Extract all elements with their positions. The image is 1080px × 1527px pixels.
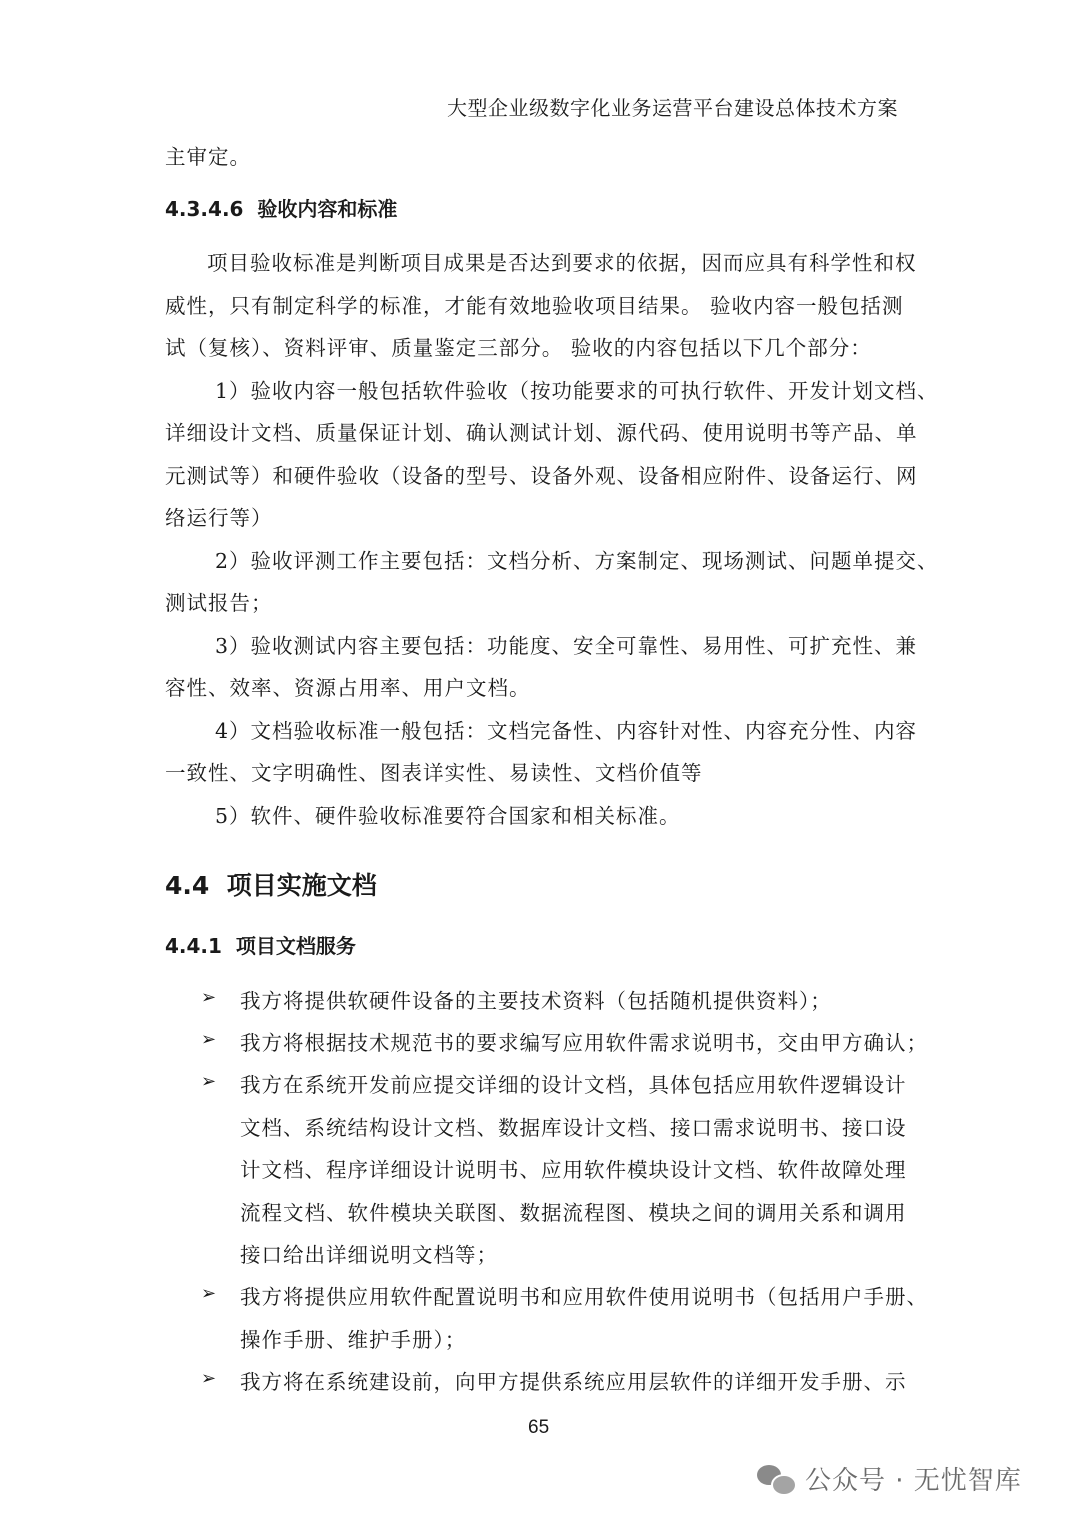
bullet-text: 文档、系统结构设计文档、数据库设计文档、接口需求说明书、接口设	[240, 1116, 907, 1140]
bullet-arrow-icon: ➢	[201, 1029, 217, 1050]
continuation-text: 主审定。	[165, 145, 251, 169]
section-number: 4.4.1	[165, 934, 222, 958]
section-number: 4.4	[165, 871, 210, 900]
bullet-arrow-icon: ➢	[201, 1071, 217, 1092]
list-item-line: 元测试等）和硬件验收（设备的型号、设备外观、设备相应附件、设备运行、网	[165, 464, 918, 488]
running-header: 大型企业级数字化业务运营平台建设总体技术方案	[447, 96, 898, 120]
watermark	[757, 1460, 1022, 1497]
bullet-text: 计文档、程序详细设计说明书、应用软件模块设计文档、软件故障处理	[240, 1158, 907, 1182]
bullet-text: 我方将提供应用软件配置说明书和应用软件使用说明书（包括用户手册、	[240, 1285, 928, 1309]
list-item-line: 测试报告；	[165, 591, 273, 615]
bullet-text: 操作手册、维护手册）；	[240, 1328, 467, 1352]
list-item-line: 4）文档验收标准一般包括：文档完备性、内容针对性、内容充分性、内容	[215, 719, 918, 743]
section-heading-4-3-4-6	[165, 193, 397, 222]
wechat-icon	[757, 1463, 795, 1495]
bullet-text: 我方将在系统建设前，向甲方提供系统应用层软件的详细开发手册、示	[240, 1370, 907, 1394]
list-item-line: 2）验收评测工作主要包括：文档分析、方案制定、现场测试、问题单提交、	[215, 549, 939, 573]
bullet-text: 我方将提供软硬件设备的主要技术资料（包括随机提供资料）；	[240, 989, 832, 1013]
list-item-line: 详细设计文档、质量保证计划、确认测试计划、源代码、使用说明书等产品、单	[165, 421, 918, 445]
list-item-line: 5）软件、硬件验收标准要符合国家和相关标准。	[215, 804, 681, 828]
bullet-arrow-icon: ➢	[201, 1368, 217, 1389]
section-title: 项目实施文档	[226, 871, 377, 900]
bullet-text: 我方在系统开发前应提交详细的设计文档，具体包括应用软件逻辑设计	[240, 1073, 907, 1097]
list-item-line: 容性、效率、资源占用率、用户文档。	[165, 676, 531, 700]
bullet-text: 流程文档、软件模块关联图、数据流程图、模块之间的调用关系和调用	[240, 1201, 907, 1225]
list-item-line: 一致性、文字明确性、图表详实性、易读性、文档价值等	[165, 761, 703, 785]
section-title: 验收内容和标准	[257, 197, 398, 221]
list-item-line: 3）验收测试内容主要包括：功能度、安全可靠性、易用性、可扩充性、兼	[215, 634, 918, 658]
bullet-arrow-icon: ➢	[201, 987, 217, 1008]
list-item-line: 1）验收内容一般包括软件验收（按功能要求的可执行软件、开发计划文档、	[215, 379, 939, 403]
bullet-arrow-icon: ➢	[201, 1283, 217, 1304]
section-heading-4-4	[165, 866, 377, 902]
watermark-text: 公众号 · 无忧智库	[805, 1466, 1022, 1496]
section-heading-4-4-1	[165, 930, 356, 959]
section-number: 4.3.4.6	[165, 197, 244, 221]
page-number: 65	[528, 1417, 550, 1438]
paragraph-line: 试（复核）、资料评审、质量鉴定三部分。 验收的内容包括以下几个部分：	[165, 336, 872, 360]
list-item-line: 络运行等）	[165, 506, 273, 530]
bullet-text: 我方将根据技术规范书的要求编写应用软件需求说明书，交由甲方确认；	[240, 1031, 928, 1055]
bullet-text: 接口给出详细说明文档等；	[240, 1243, 498, 1267]
paragraph-line: 威性，只有制定科学的标准，才能有效地验收项目结果。 验收内容一般包括测	[165, 294, 904, 318]
section-title: 项目文档服务	[235, 934, 356, 958]
paragraph-line: 项目验收标准是判断项目成果是否达到要求的依据，因而应具有科学性和权	[207, 251, 917, 275]
